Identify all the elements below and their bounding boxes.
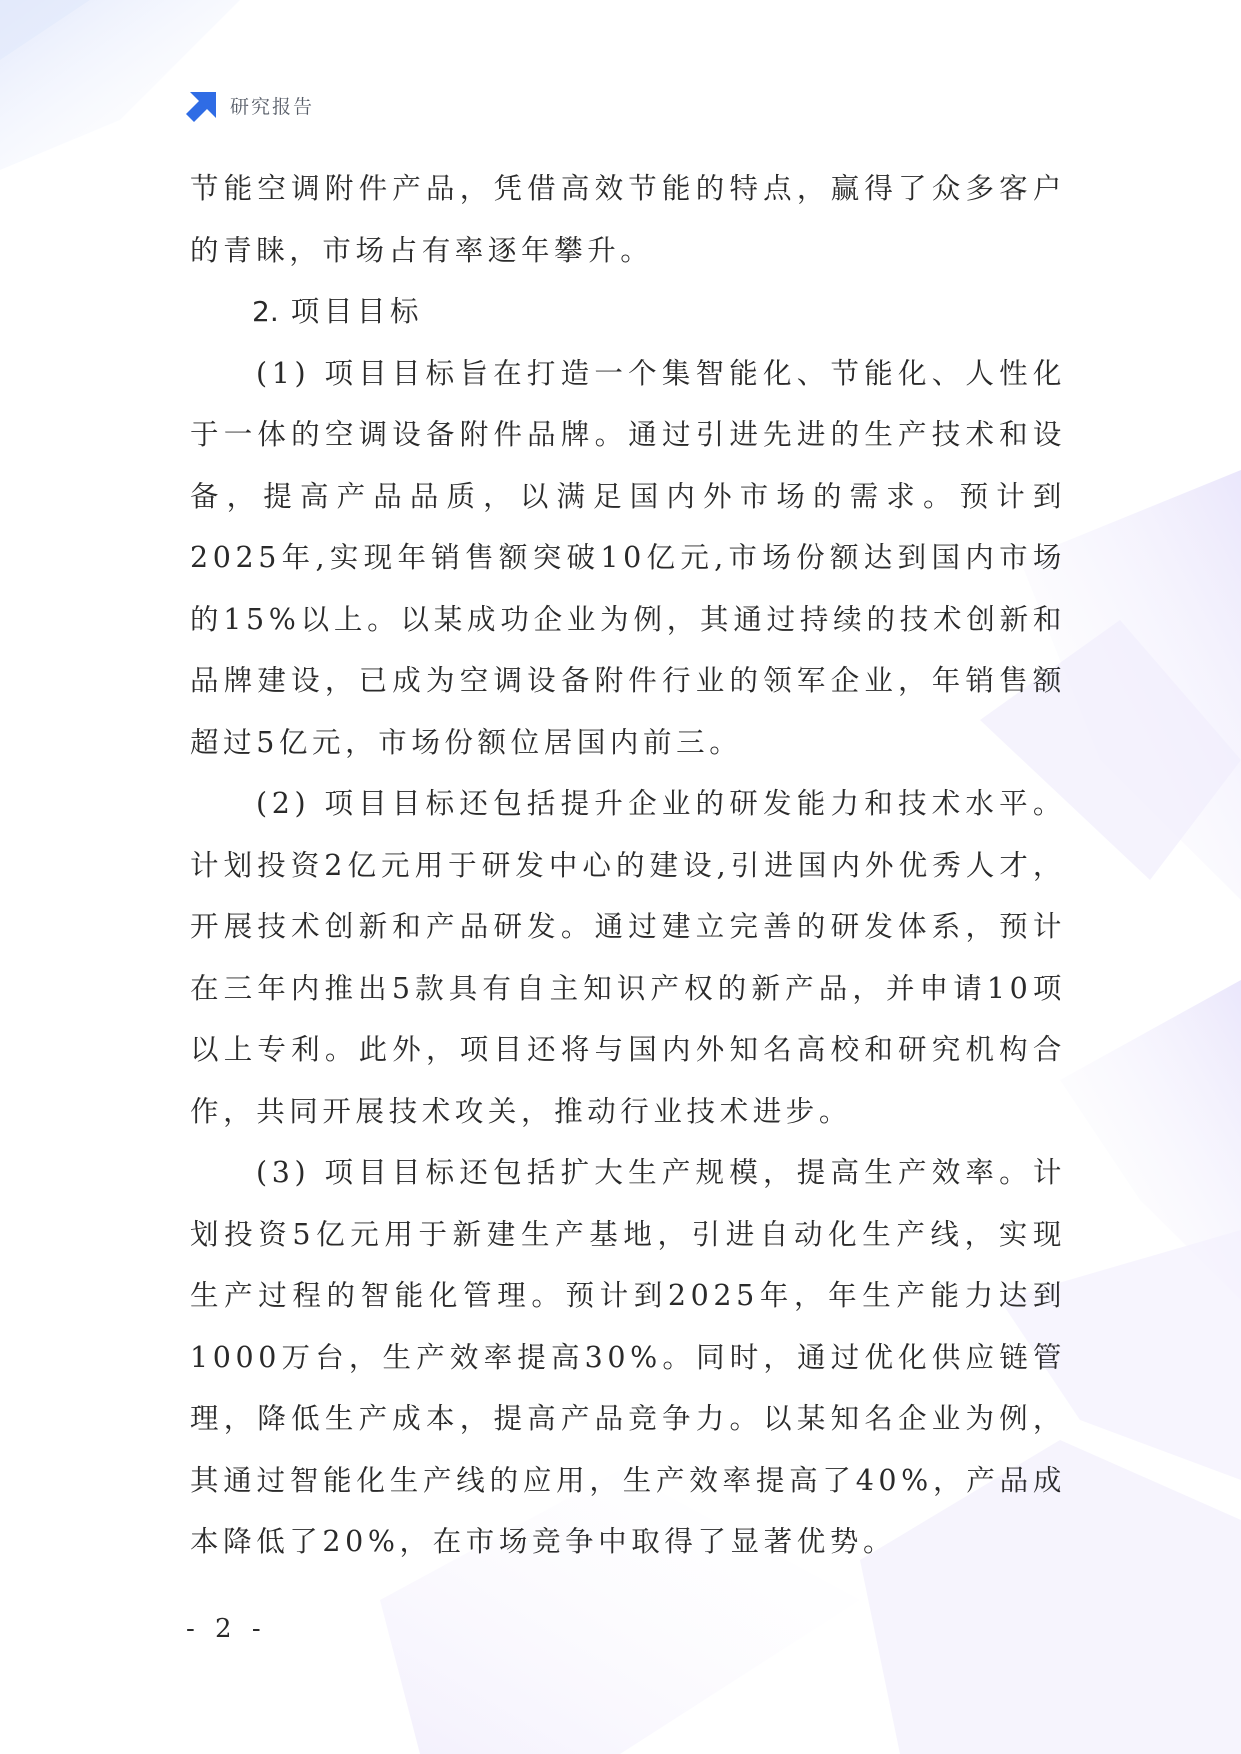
paragraph-intro: 节能空调附件产品，凭借高效节能的特点，赢得了众多客户的青睐，市场占有率逐年攀升。 <box>190 172 1066 267</box>
page-number: - 2 - <box>186 1614 267 1644</box>
section-heading <box>190 281 1066 343</box>
arrow-up-right-icon <box>186 88 220 122</box>
report-header <box>186 88 314 122</box>
section-number: 2. <box>252 295 279 328</box>
paragraph-goal-3: (3) 项目目标还包括扩大生产规模，提高生产效率。计划投资5亿元用于新建生产基地，引进自动化生产线，实现生产过程的智能化管理。预计到2025年，年生产能力达到1000万台，生产效率提高30%。同时，通过优化供应链管理，降低生产成本，提高产品竞争力。以某知名企业为例，其通过智能化生产线的应用，生产效率提高了40%，产品成本降低了20%，在市场竞争中取得了显著优势。 <box>190 1156 1066 1558</box>
document-body <box>190 158 1066 1573</box>
paragraph-goal-2: (2) 项目目标还包括提升企业的研发能力和技术水平。计划投资2亿元用于研发中心的建设,引进国内外优秀人才，开展技术创新和产品研发。通过建立完善的研发体系，预计在三年内推出5款具有自主知识产权的新产品，并申请10项以上专利。此外，项目还将与国内外知名高校和研究机构合作，共同开展技术攻关，推动行业技术进步。 <box>190 787 1066 1128</box>
section-title: 项目目标 <box>290 295 424 328</box>
header-title: 研究报告 <box>230 95 315 118</box>
paragraph-goal-1: (1) 项目目标旨在打造一个集智能化、节能化、人性化于一体的空调设备附件品牌。通过引进先进的生产技术和设备，提高产品品质，以满足国内外市场的需求。预计到2025年,实现年销售额突破10亿元,市场份额达到国内市场的15%以上。以某成功企业为例，其通过持续的技术创新和品牌建设，已成为空调设备附件行业的领军企业，年销售额超过5亿元，市场份额位居国内前三。 <box>190 356 1066 759</box>
